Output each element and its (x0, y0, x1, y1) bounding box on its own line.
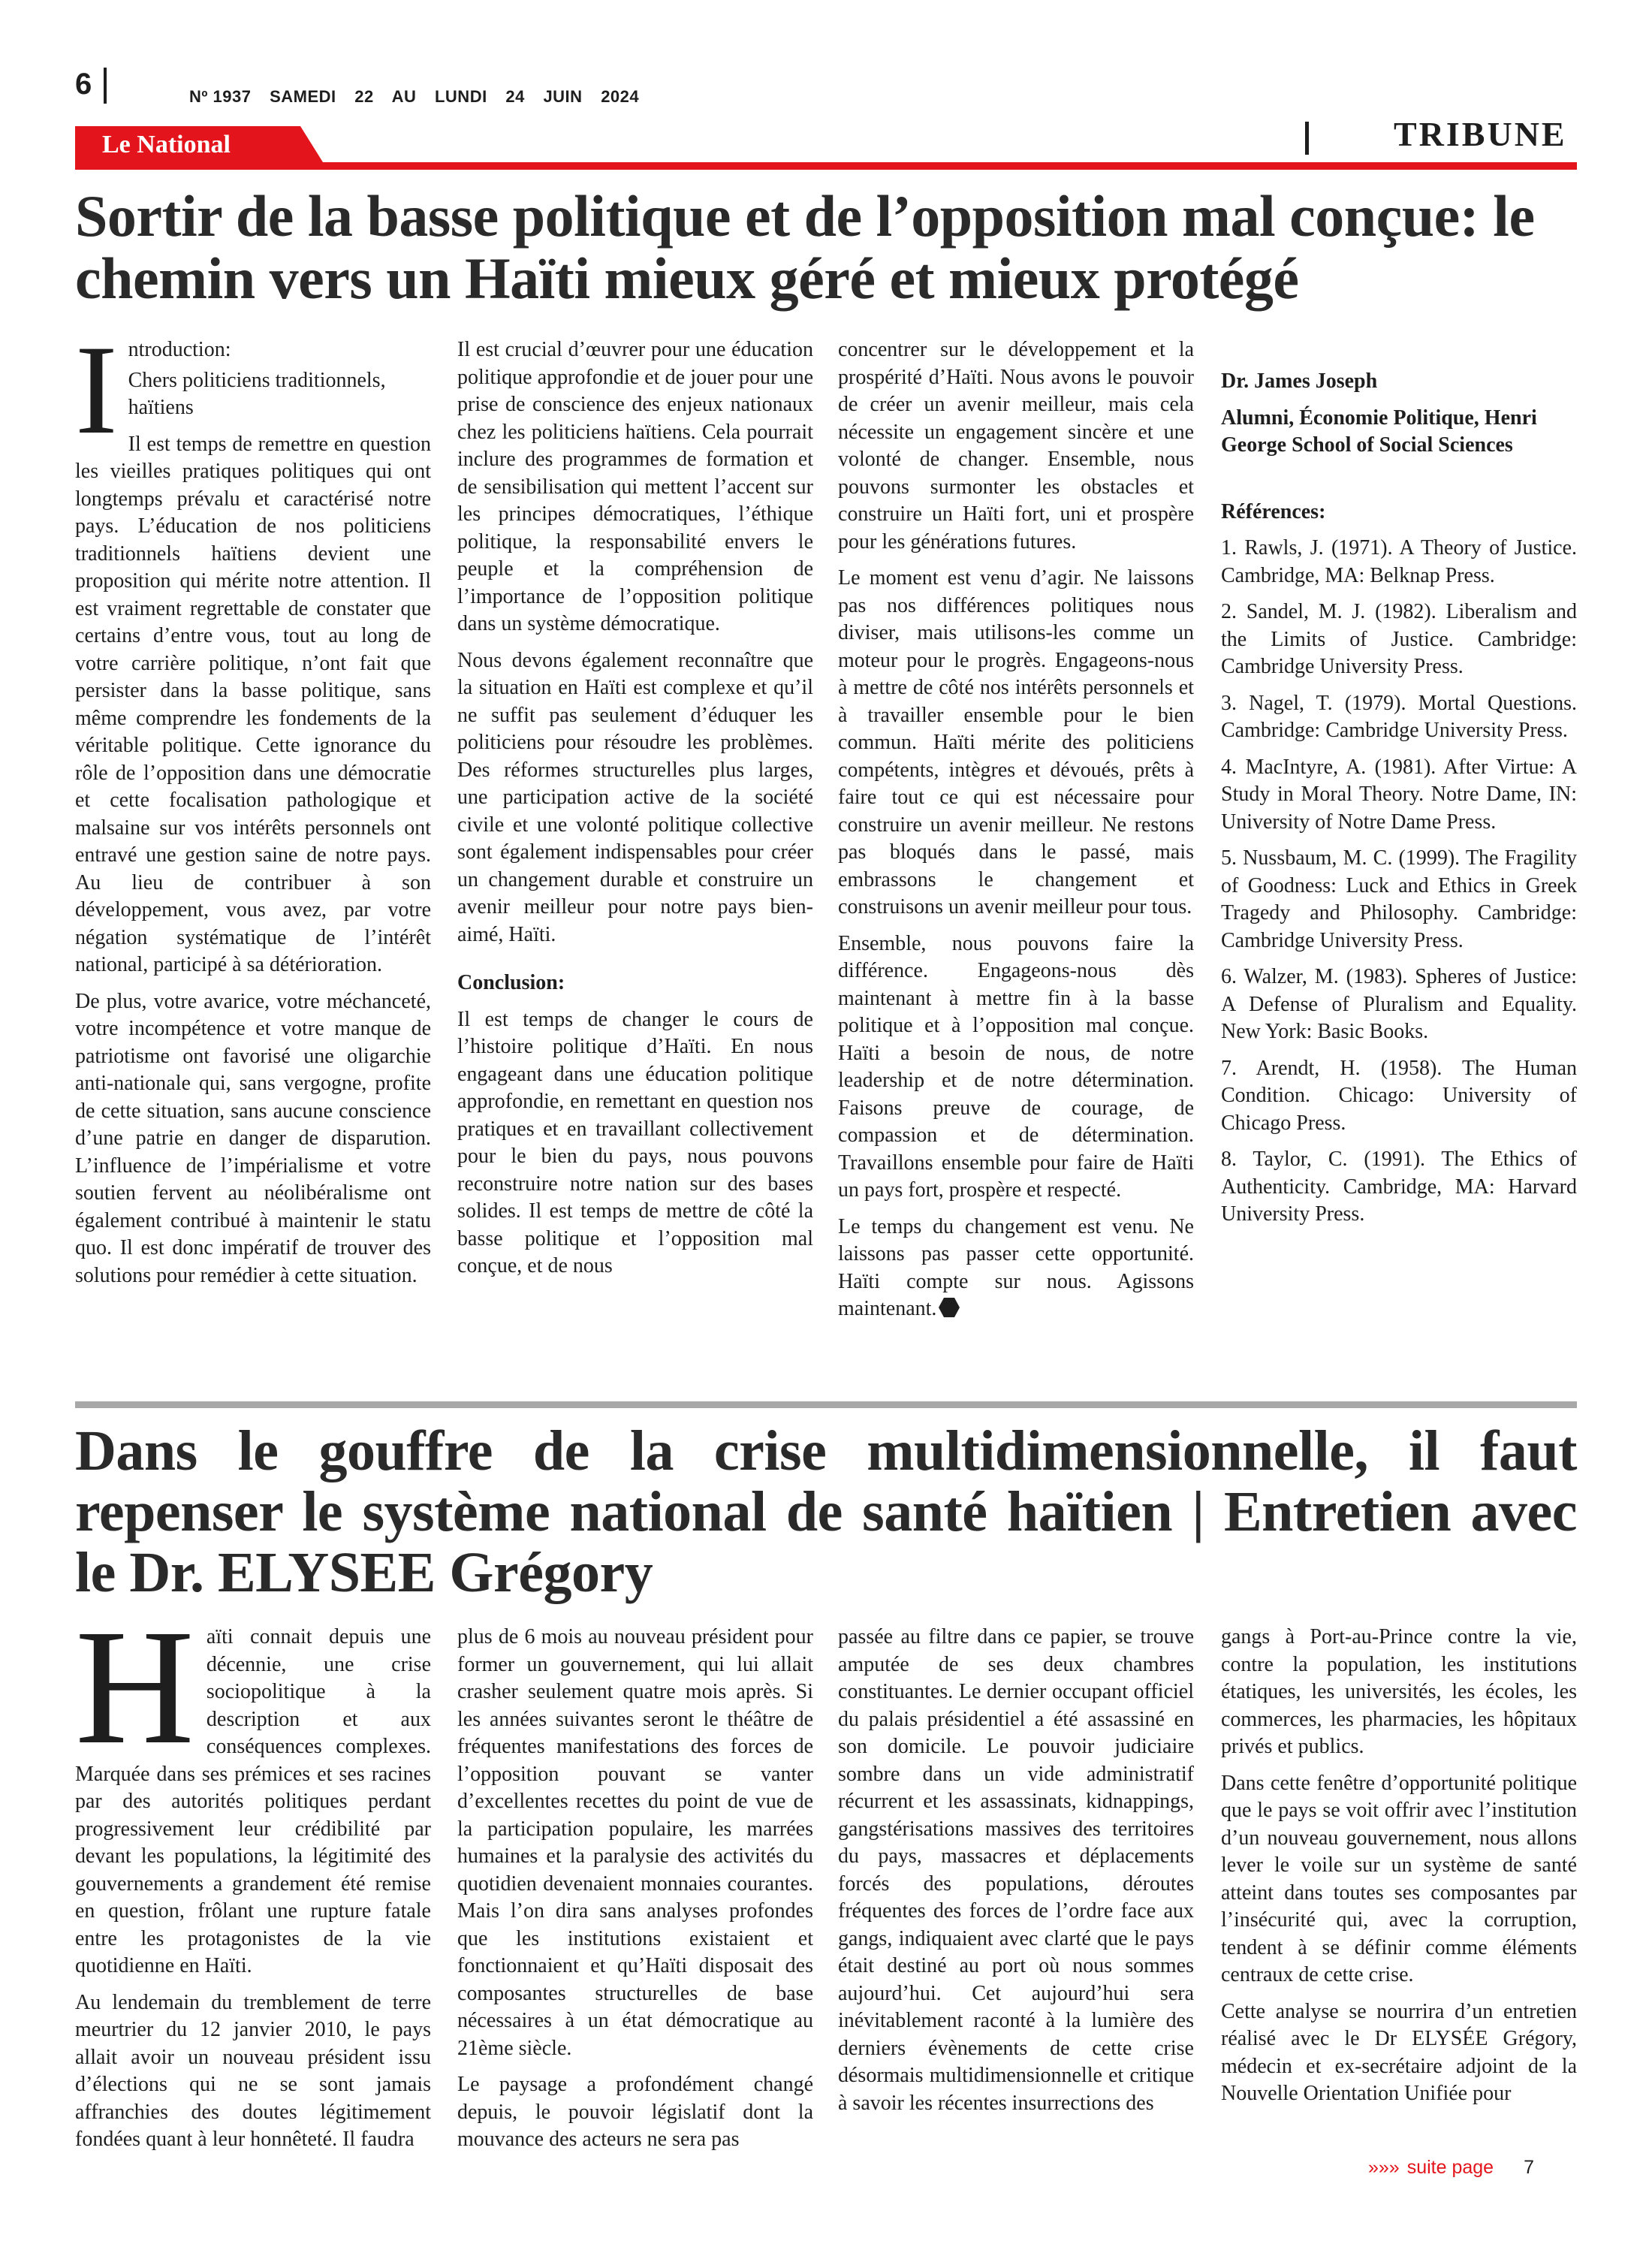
article-divider (75, 1401, 1577, 1408)
paragraph: De plus, votre avarice, votre méchanceté, votre incompétence et votre manque de patriotisme ont favorisé une oligarchie anti-nationale qui, sans vergogne, profite de cette situation, sans aucune conscience d’une patrie en danger de disparution. L’influence de l’impérialisme et votre soutien fervent au néolibéralisme ont également contribué à maintenir le statu quo. Il est donc impératif de trouver des solutions pour remédier à cette situation. (75, 989, 431, 1287)
article-column (838, 336, 1194, 1332)
reference-item: 1. Rawls, J. (1971). A Theory of Justice. Cambridge, MA: Belknap Press. (1221, 536, 1577, 587)
continued-page: 7 (1524, 2157, 1534, 2178)
article-column (75, 319, 431, 1298)
header-rule (75, 162, 1577, 170)
paragraph: Dans cette fenêtre d’opportunité politique que le pays se voit offrir avec l’institution d’un nouveau gouvernement, nous allons lever le voile sur un système de santé atteint dans toutes ses composantes par l’insécurité qui, avec la corruption, tendent à se définir comme éléments centraux de cette crise. (1221, 1771, 1577, 1986)
author-affiliation: Alumni, Économie Politique, Henri George School of Social Sciences (1221, 406, 1537, 457)
issue-number: Nº 1937 (189, 87, 252, 106)
paragraph: Le moment est venu d’agir. Ne laissons pas nos différences politiques nous diviser, mais utilisons-les comme un moteur pour le progrès. Engageons-nous à mettre de côté nos intérêts personnels et à travailler ensemble pour le bien commun. Haïti mérite des politiciens compétents, intègres et dévoués, prêts à faire tout ce qui est nécessaire pour construire un avenir meilleur. Ne restons pas bloqués dans le passé, mais embrassons le changement et construisons un avenir meilleur pour tous. (838, 566, 1194, 918)
reference-item: 8. Taylor, C. (1991). The Ethics of Authenticity. Cambridge, MA: Harvard University Press. (1221, 1148, 1577, 1226)
year: 2024 (601, 87, 640, 106)
continued-arrows: »»» (1368, 2157, 1400, 2178)
article-headline: Dans le gouffre de la crise multidimensionnelle, il faut repenser le système national de santé haïtien | Entretien avec le Dr. ELYSEE Grégory (75, 1419, 1577, 1604)
paragraph: Nous devons également reconnaître que la situation en Haïti est complexe et qu’il ne suffit pas seulement d’éduquer les politiciens pour résoudre les problèmes. Des réformes structurelles plus larges, une participation active de la société civile et une volonté politique collective sont également indispensables pour créer un changement durable et construire un avenir meilleur pour notre pays bien-aimé, Haïti. (457, 648, 813, 946)
reference-item: 2. Sandel, M. J. (1982). Liberalism and the Limits of Justice. Cambridge: Cambridge University Press. (1221, 600, 1577, 678)
paragraph: Il est temps de changer le cours de l’histoire politique d’Haïti. En nous engageant dans une éducation politique approfondie, en remettant en question nos pratiques et en travaillant collectivement pour le bien du pays, nous pouvons reconstruire notre nation sur des bases solides. Il est temps de mettre de côté la basse politique et l’opposition mal conçue, et de nous (457, 1007, 813, 1277)
continued-link[interactable] (1368, 2157, 1542, 2179)
closing-paragraph (838, 1214, 1194, 1323)
section-name: TRIBUNE (1394, 115, 1567, 153)
page-number: 6 (75, 68, 92, 101)
closing-text: Le temps du changement est venu. Ne laissons pas passer cette opportunité. Haïti compte sur nous. Agissons maintenant. (838, 1214, 1194, 1320)
intro-label: ntroduction: (128, 338, 231, 361)
article-column (1221, 1624, 1577, 2117)
day-to: LUNDI (434, 87, 487, 106)
reference-item: 3. Nagel, T. (1979). Mortal Questions. Cambridge: Cambridge University Press. (1221, 691, 1577, 742)
paragraph: Il est crucial d’œuvrer pour une éducation politique approfondie et de jouer pour une prise de conscience des enjeux nationaux chez les politiciens haïtiens. Cela pourrait inclure des programmes de formation et de sensibilisation qui mettent l’accent sur les principes démocratiques, l’éthique politique, la responsabilité envers le peuple et la compréhension de l’importance de l’opposition politique dans un système démocratique. (457, 338, 813, 635)
article-column (838, 1624, 1194, 2126)
reference-item: 7. Arendt, H. (1958). The Human Condition. Chicago: University of Chicago Press. (1221, 1056, 1577, 1135)
brand-name: Le National (102, 131, 231, 158)
paragraph: Ensemble, nous pouvons faire la différence. Engageons-nous dès maintenant à mettre fin à la basse politique et à l’opposition mal conçue. Haïti a besoin de nous, de notre leadership et de notre détermination. Faisons preuve de courage, de compassion et de détermination. Travaillons ensemble pour faire de Haïti un pays fort, prospère et respecté. (838, 931, 1194, 1202)
drop-cap: H (75, 1595, 194, 1778)
reference-item: 5. Nussbaum, M. C. (1999). The Fragility of Goodness: Luck and Ethics in Greek Tragedy and Philosophy. Cambridge: Cambridge University Press. (1221, 846, 1577, 952)
end-mark-icon (938, 1297, 960, 1318)
continued-label: suite page (1406, 2157, 1494, 2178)
drop-cap: I (75, 319, 118, 460)
brand-tab (75, 126, 323, 162)
paragraph: passée au filtre dans ce papier, se trouve amputée de ses deux chambres constituantes. Le dernier occupant officiel du palais présidentiel a été assassiné en son domicile. Le pouvoir judiciaire sombre dans un vide administratif récurrent et les assassinats, kidnappings, gangstérisations massives des territoires du pays, massacres et déplacements forcés des populations, déroutes fréquentes des forces de l’ordre face aux gangs, indiquaient avec clarté que le pays était destiné au port où nous sommes aujourd’hui. Cet aujourd’hui sera inévitablement raconté à la lumière des derniers évènements de cette crise désormais multidimensionnelle et critique à savoir les récentes insurrections des (838, 1625, 1194, 2115)
references-heading: Références: (1221, 499, 1326, 523)
day-from: SAMEDI (270, 87, 336, 106)
paragraph: aïti connait depuis une décennie, une crise sociopolitique à la description et aux conséquences complexes. Marquée dans ses prémices et ses racines par des autorités politiques perdant progressivement leur crédibilité par devant les populations, la légitimité des gouvernements a grandement été remise en question, frôlant une rupture fatale entre les protagonistes de la vie quotidienne en Haïti. (75, 1625, 431, 1977)
month: JUIN (543, 87, 583, 106)
issue-date-line (189, 87, 653, 107)
paragraph: Au lendemain du tremblement de terre meurtrier du 12 janvier 2010, le pays allait avoir un nouveau président issu d’élections qui ne se sont jamais affranchies des doutes légitimement fondées quant à leur honnêteté. Il faudra (75, 1990, 431, 2151)
author-name: Dr. James Joseph (1221, 369, 1378, 393)
article-headline: Sortir de la basse politique et de l’opposition mal conçue: le chemin vers un Haïti mieux géré et mieux protégé (75, 183, 1535, 311)
page-number-divider (104, 68, 107, 104)
date-from: 22 (354, 87, 374, 106)
article-column (457, 1624, 813, 2163)
section-divider (1305, 122, 1309, 155)
paragraph: gangs à Port-au-Prince contre la vie, contre la population, les institutions étatiques, les universités, les écoles, les commerces, les pharmacies, les hôpitaux privés et publics. (1221, 1625, 1577, 1758)
paragraph: Cette analyse se nourrira d’un entretien réalisé avec le Dr ELYSÉE Grégory, médecin et ex-secrétaire adjoint de la Nouvelle Orientation Unifiée pour (1221, 1999, 1577, 2105)
article-column (457, 336, 813, 1289)
conclusion-heading: Conclusion: (457, 971, 565, 994)
paragraph: concentrer sur le développement et la prospérité d’Haïti. Nous avons le pouvoir de créer un avenir meilleur, mais cela nécessite un engagement sincère et une volonté de changer. Ensemble, nous pouvons surmonter les obstacles et construire un Haïti fort, uni et prospère pour les générations futures. (838, 338, 1194, 553)
date-connector: AU (391, 87, 417, 106)
article-column (75, 1595, 431, 2163)
salutation: Chers politiciens traditionnels, haïtiens (128, 368, 386, 419)
paragraph: plus de 6 mois au nouveau président pour former un gouvernement, qui lui allait crasher seulement quatre mois après. Si les années suivantes seront le théâtre de fréquentes manifestations des forces de l’opposition pouvant se vanter d’excellentes recettes du point de vue de la participation populaire, les marrées humaines et la paralysie des activités du quotidien devenaient monnaies courantes. Mais l’on dira sans analyses profondes que les institutions existaient et fonctionnaient et qu’Haïti disposait des composantes structurelles de base nécessaires à un état démocratique au 21ème siècle. (457, 1625, 813, 2060)
reference-item: 4. MacIntyre, A. (1981). After Virtue: A Study in Moral Theory. Notre Dame, IN: University of Notre Dame Press. (1221, 755, 1577, 834)
reference-item: 6. Walzer, M. (1983). Spheres of Justice: A Defense of Pluralism and Equality. New York: Basic Books. (1221, 965, 1577, 1043)
date-to: 24 (505, 87, 525, 106)
article-column (1221, 368, 1577, 1238)
paragraph: Le paysage a profondément changé depuis, le pouvoir législatif dont la mouvance des acteurs ne sera pas (457, 2073, 813, 2151)
paragraph: Il est temps de remettre en question les vieilles pratiques politiques qui ont longtemps prévalu et caractérisé notre pays. L’éducation de nos politiciens traditionnels haïtiens devient une proposition qui mérite notre attention. Il est vraiment regrettable de constater que certains d’entre vous, tout au long de votre carrière politique, n’ont fait que persister dans la basse politique, sans même comprendre les fondements de la véritable politique. Cette ignorance du rôle de l’opposition dans une démocratie et cette focalisation pathologique et malsaine sur vos intérêts personnels ont entravé une gestion saine de notre pays. Au lieu de contribuer à son développement, vous avez, par votre négation systématique de l’intérêt national, participé à sa détérioration. (75, 432, 431, 976)
